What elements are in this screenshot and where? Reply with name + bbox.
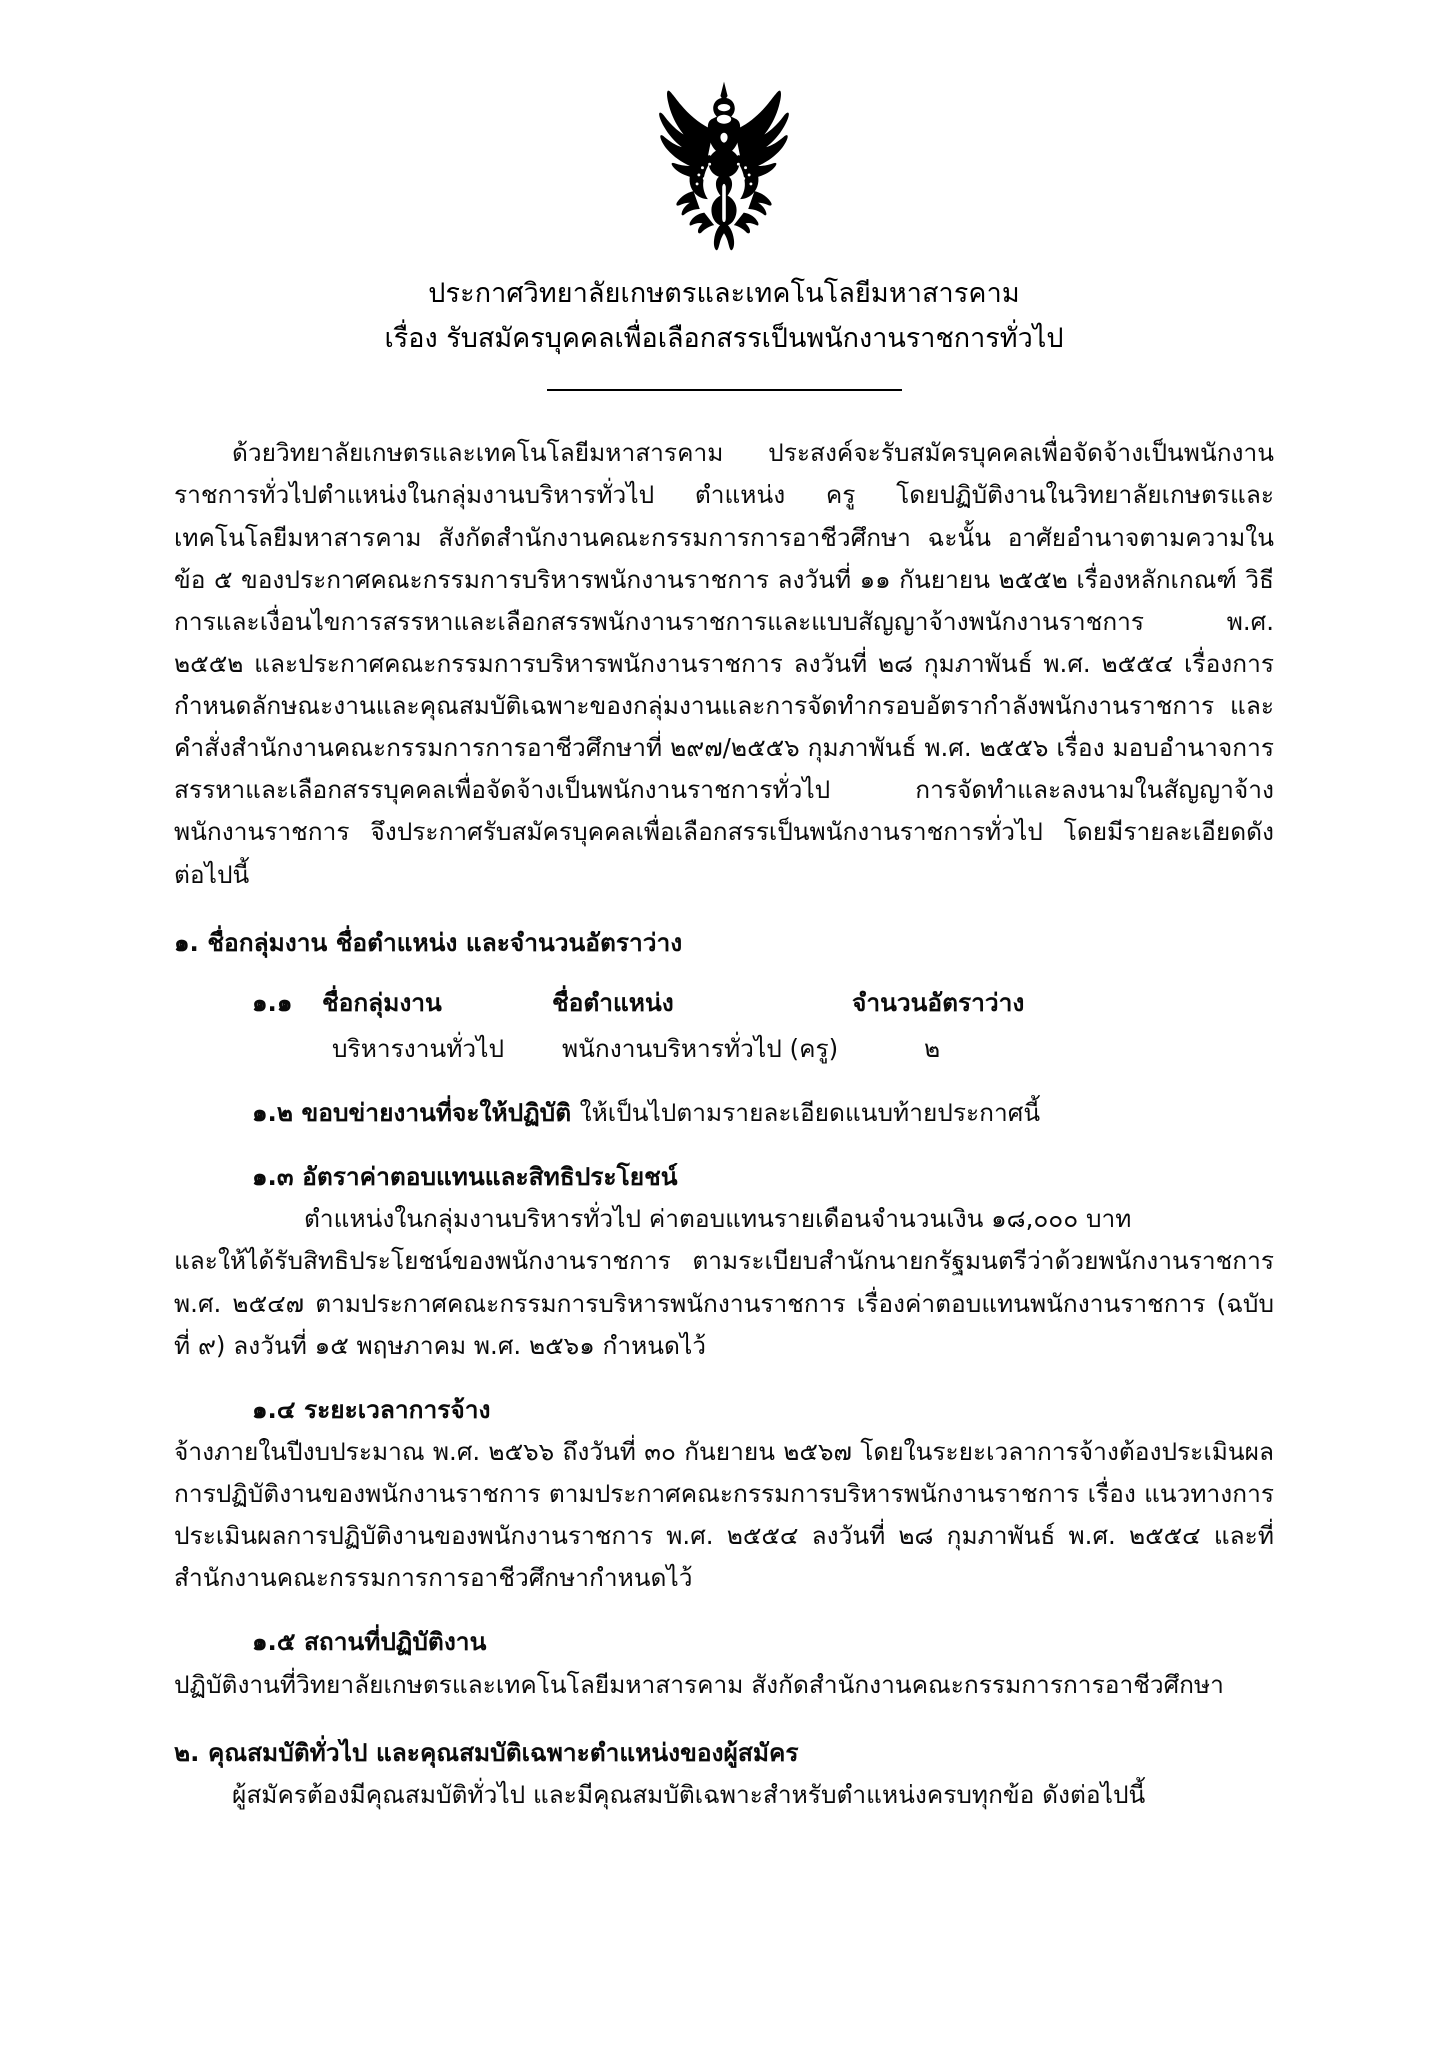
document-body <box>174 398 1274 1816</box>
sub-item-label-1-5: สถานที่ปฏิบัติงาน <box>303 1627 487 1657</box>
section-1-5-text: ปฏิบัติงานที่วิทยาลัยเกษตรและเทคโนโลยีมหาสารคาม สังกัดสำนักงานคณะกรรมการการอาชีวศึกษา <box>174 1669 1224 1699</box>
section-1-5-heading <box>174 1621 1274 1663</box>
section-1-3-line-2: และให้ได้รับสิทธิประโยชน์ของพนักงานราชการ ตามระเบียบสำนักนายกรัฐมนตรีว่าด้วยพนักงานราชการ พ.ศ. ๒๕๔๗ ตามประกาศคณะกรรมการบริหารพนักงานราชการ เรื่องค่าตอบแทนพนักงานราชการ (ฉบับที่ ๙) ลงวันที่ ๑๕ พฤษภาคม พ.ศ. ๒๕๖๑ กำหนดไว้ <box>174 1246 1274 1360</box>
document-subtitle: เรื่อง รับสมัครบุคคลเพื่อเลือกสรรเป็นพนักงานราชการทั่วไป <box>384 323 1064 355</box>
sub-item-number-1-4: ๑.๔ <box>252 1394 296 1424</box>
section-1-heading: ๑. ชื่อกลุ่มงาน ชื่อตำแหน่ง และจำนวนอัตราว่าง <box>174 927 683 957</box>
column-header-group-name: ชื่อกลุ่มงาน <box>322 987 442 1017</box>
emblem-container <box>0 0 1448 258</box>
horizontal-rule <box>547 389 902 391</box>
document-title: ประกาศวิทยาลัยเกษตรและเทคโนโลยีมหาสารคาม <box>428 278 1020 309</box>
sub-item-text-1-2: ให้เป็นไปตามรายละเอียดแนบท้ายประกาศนี้ <box>579 1098 1041 1128</box>
sub-item-label-1-3: อัตราค่าตอบแทนและสิทธิประโยชน์ <box>302 1162 678 1192</box>
sub-item-number-1-5: ๑.๕ <box>252 1627 296 1657</box>
cell-vacancy-count: ๒ <box>924 1033 941 1063</box>
section-1-3-heading <box>174 1156 1274 1198</box>
cell-group-name: บริหารงานทั่วไป <box>332 1033 505 1063</box>
section-1-2 <box>174 1092 1274 1134</box>
garuda-emblem <box>634 78 814 253</box>
title-divider-container <box>0 380 1448 398</box>
section-1-3-line-1: ตำแหน่งในกลุ่มงานบริหารทั่วไป ค่าตอบแทนรายเดือนจำนวนเงิน ๑๘,๐๐๐ บาท <box>304 1204 1132 1234</box>
column-header-vacancy-count: จำนวนอัตราว่าง <box>852 987 1025 1017</box>
section-1-1-column-headers <box>174 982 1274 1024</box>
sub-item-number-1-1: ๑.๑ <box>252 987 293 1017</box>
column-header-position-name: ชื่อตำแหน่ง <box>552 987 674 1017</box>
section-2-heading: ๒. คุณสมบัติทั่วไป และคุณสมบัติเฉพาะตำแหน่งของผู้สมัคร <box>174 1737 799 1767</box>
sub-item-label-1-4: ระยะเวลาการจ้าง <box>303 1394 491 1424</box>
section-1-4-text: จ้างภายในปีงบประมาณ พ.ศ. ๒๕๖๖ ถึงวันที่ ๓๐ กันยายน ๒๕๖๗ โดยในระยะเวลาการจ้างต้องประเมินผลการปฏิบัติงานของพนักงานราชการ ตามประกาศคณะกรรมการบริหารพนักงานราชการ เรื่อง แนวทางการประเมินผลการปฏิบัติงานของพนักงานราชการ พ.ศ. ๒๕๕๔ ลงวันที่ ๒๘ กุมภาพันธ์ พ.ศ. ๒๕๕๔ และที่สำนักงานคณะกรรมการการอาชีวศึกษากำหนดไว้ <box>174 1436 1274 1593</box>
sub-item-number-1-3: ๑.๓ <box>252 1162 294 1192</box>
section-1-4-heading <box>174 1389 1274 1431</box>
sub-item-number-1-2: ๑.๒ <box>252 1098 294 1128</box>
cell-position-name: พนักงานบริหารทั่วไป (ครู) <box>562 1033 839 1063</box>
row-spacer <box>252 1028 332 1070</box>
sub-item-label-1-2: ขอบข่ายงานที่จะให้ปฏิบัติ <box>301 1098 572 1128</box>
section-1-1-data-row <box>174 1028 1274 1070</box>
section-2-text: ผู้สมัครต้องมีคุณสมบัติทั่วไป และมีคุณสมบัติเฉพาะสำหรับตำแหน่งครบทุกข้อ ดังต่อไปนี้ <box>232 1779 1146 1809</box>
intro-paragraph: ด้วยวิทยาลัยเกษตรและเทคโนโลยีมหาสารคาม ประสงค์จะรับสมัครบุคคลเพื่อจัดจ้างเป็นพนักงานราชการทั่วไปตำแหน่งในกลุ่มงานบริหารทั่วไป ตำแหน่ง ครู โดยปฏิบัติงานในวิทยาลัยเกษตรและเทคโนโลยีมหาสารคาม สังกัดสำนักงานคณะกรรมการการอาชีวศึกษา ฉะนั้น อาศัยอำนาจตามความในข้อ ๕ ของประกาศคณะกรรมการบริหารพนักงานราชการ ลงวันที่ ๑๑ กันยายน ๒๕๕๒ เรื่องหลักเกณฑ์ วิธีการและเงื่อนไขการสรรหาและเลือกสรรพนักงานราชการและแบบสัญญาจ้างพนักงานราชการ พ.ศ. ๒๕๕๒ และประกาศคณะกรรมการบริหารพนักงานราชการ ลงวันที่ ๒๘ กุมภาพันธ์ พ.ศ. ๒๕๕๔ เรื่องการกำหนดลักษณะงานและคุณสมบัติเฉพาะของกลุ่มงานและการจัดทำกรอบอัตรากำลังพนักงานราชการ และคำสั่งสำนักงานคณะกรรมการการอาชีวศึกษาที่ ๒๙๗/๒๕๕๖ กุมภาพันธ์ พ.ศ. ๒๕๕๖ เรื่อง มอบอำนาจการสรรหาและเลือกสรรบุคคลเพื่อจัดจ้างเป็นพนักงานราชการทั่วไป การจัดทำและลงนามในสัญญาจ้างพนักงานราชการ จึงประกาศรับสมัครบุคคลเพื่อเลือกสรรเป็นพนักงานราชการทั่วไป โดยมีรายละเอียดดังต่อไปนี้ <box>174 438 1274 889</box>
